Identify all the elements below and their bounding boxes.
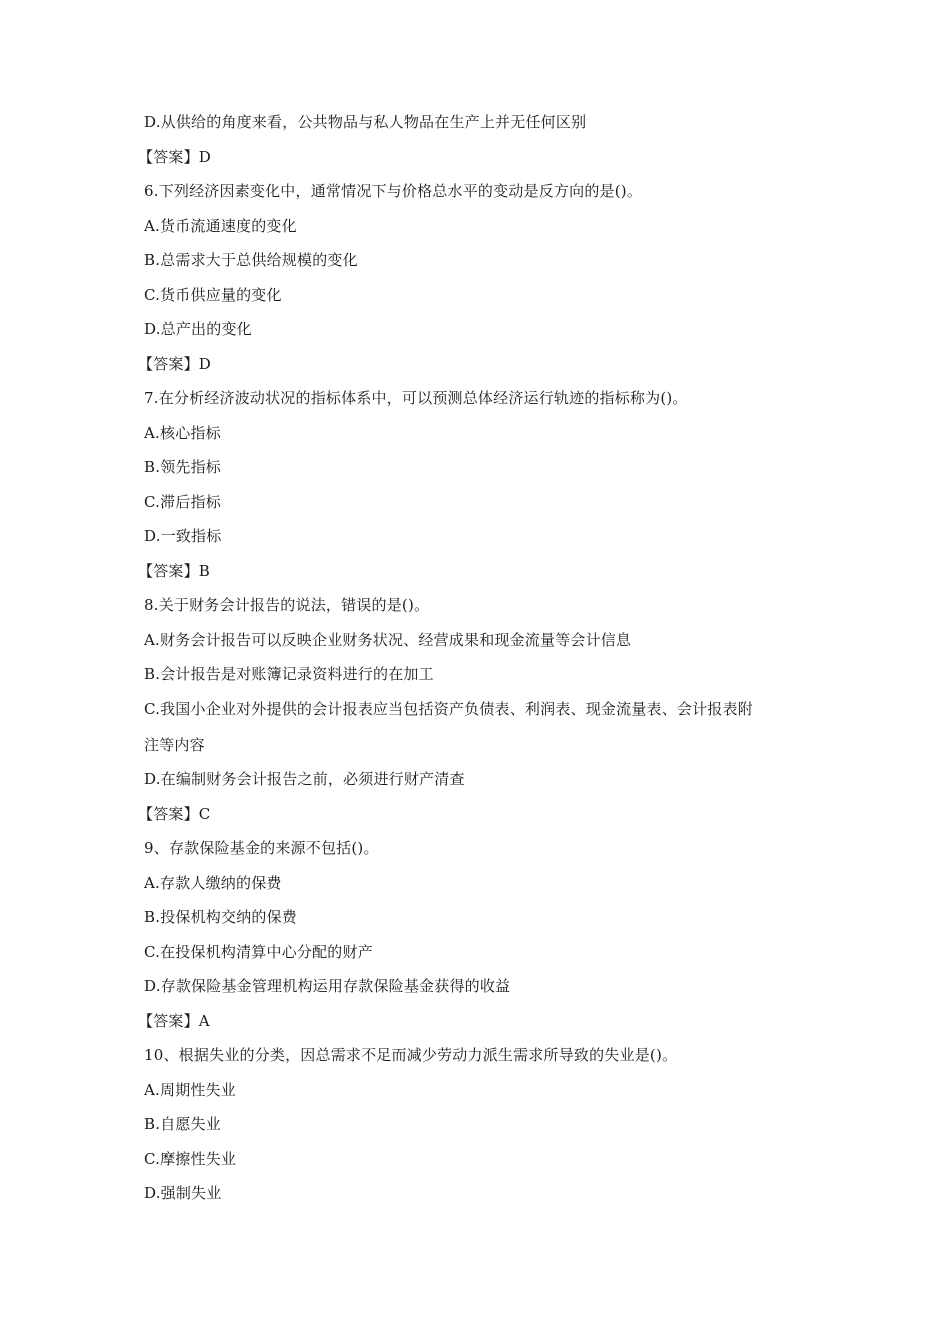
option-8b: B.会计报告是对账簿记录资料进行的在加工	[144, 665, 434, 683]
answer-5: 【答案】D	[138, 147, 212, 166]
answer-7: 【答案】B	[138, 561, 211, 580]
answer-8: 【答案】C	[138, 804, 211, 823]
question-8: 8.关于财务会计报告的说法，错误的是()。	[144, 596, 430, 614]
option-9a: A.存款人缴纳的保费	[144, 873, 282, 892]
option-9d: D.存款保险基金管理机构运用存款保险基金获得的收益	[144, 977, 511, 995]
option-9c: C.在投保机构清算中心分配的财产	[144, 942, 373, 961]
option-8c: C.我国小企业对外提供的会计报表应当包括资产负债表、利润表、现金流量表、会计报表附	[144, 699, 753, 718]
option-6c: C.货币供应量的变化	[144, 285, 282, 304]
answer-9: 【答案】A	[138, 1011, 210, 1030]
option-5d: D.从供给的角度来看，公共物品与私人物品在生产上并无任何区别	[144, 113, 587, 131]
option-7d: D.一致指标	[144, 527, 222, 545]
option-8c-continued: 注等内容	[144, 735, 205, 754]
question-7: 7.在分析经济波动状况的指标体系中，可以预测总体经济运行轨迹的指标称为()。	[144, 389, 688, 407]
option-7b: B.领先指标	[144, 458, 221, 476]
document-body	[138, 112, 824, 1218]
question-10: 10、根据失业的分类，因总需求不足而减少劳动力派生需求所导致的失业是()。	[144, 1046, 678, 1064]
option-9b: B.投保机构交纳的保费	[144, 908, 297, 926]
option-10a: A.周期性失业	[144, 1080, 237, 1099]
option-8d: D.在编制财务会计报告之前，必须进行财产清查	[144, 770, 465, 788]
question-9: 9、存款保险基金的来源不包括()。	[144, 839, 379, 857]
question-6: 6.下列经济因素变化中，通常情况下与价格总水平的变动是反方向的是()。	[144, 182, 643, 200]
option-10d: D.强制失业	[144, 1184, 222, 1202]
option-10c: C.摩擦性失业	[144, 1149, 237, 1168]
answer-6: 【答案】D	[138, 354, 212, 373]
option-8a: A.财务会计报告可以反映企业财务状况、经营成果和现金流量等会计信息	[144, 630, 632, 649]
option-7c: C.滞后指标	[144, 492, 221, 511]
option-7a: A.核心指标	[144, 423, 221, 442]
option-6b: B.总需求大于总供给规模的变化	[144, 251, 358, 269]
option-6d: D.总产出的变化	[144, 320, 252, 338]
option-6a: A.货币流通速度的变化	[144, 216, 297, 235]
option-10b: B.自愿失业	[144, 1115, 221, 1133]
